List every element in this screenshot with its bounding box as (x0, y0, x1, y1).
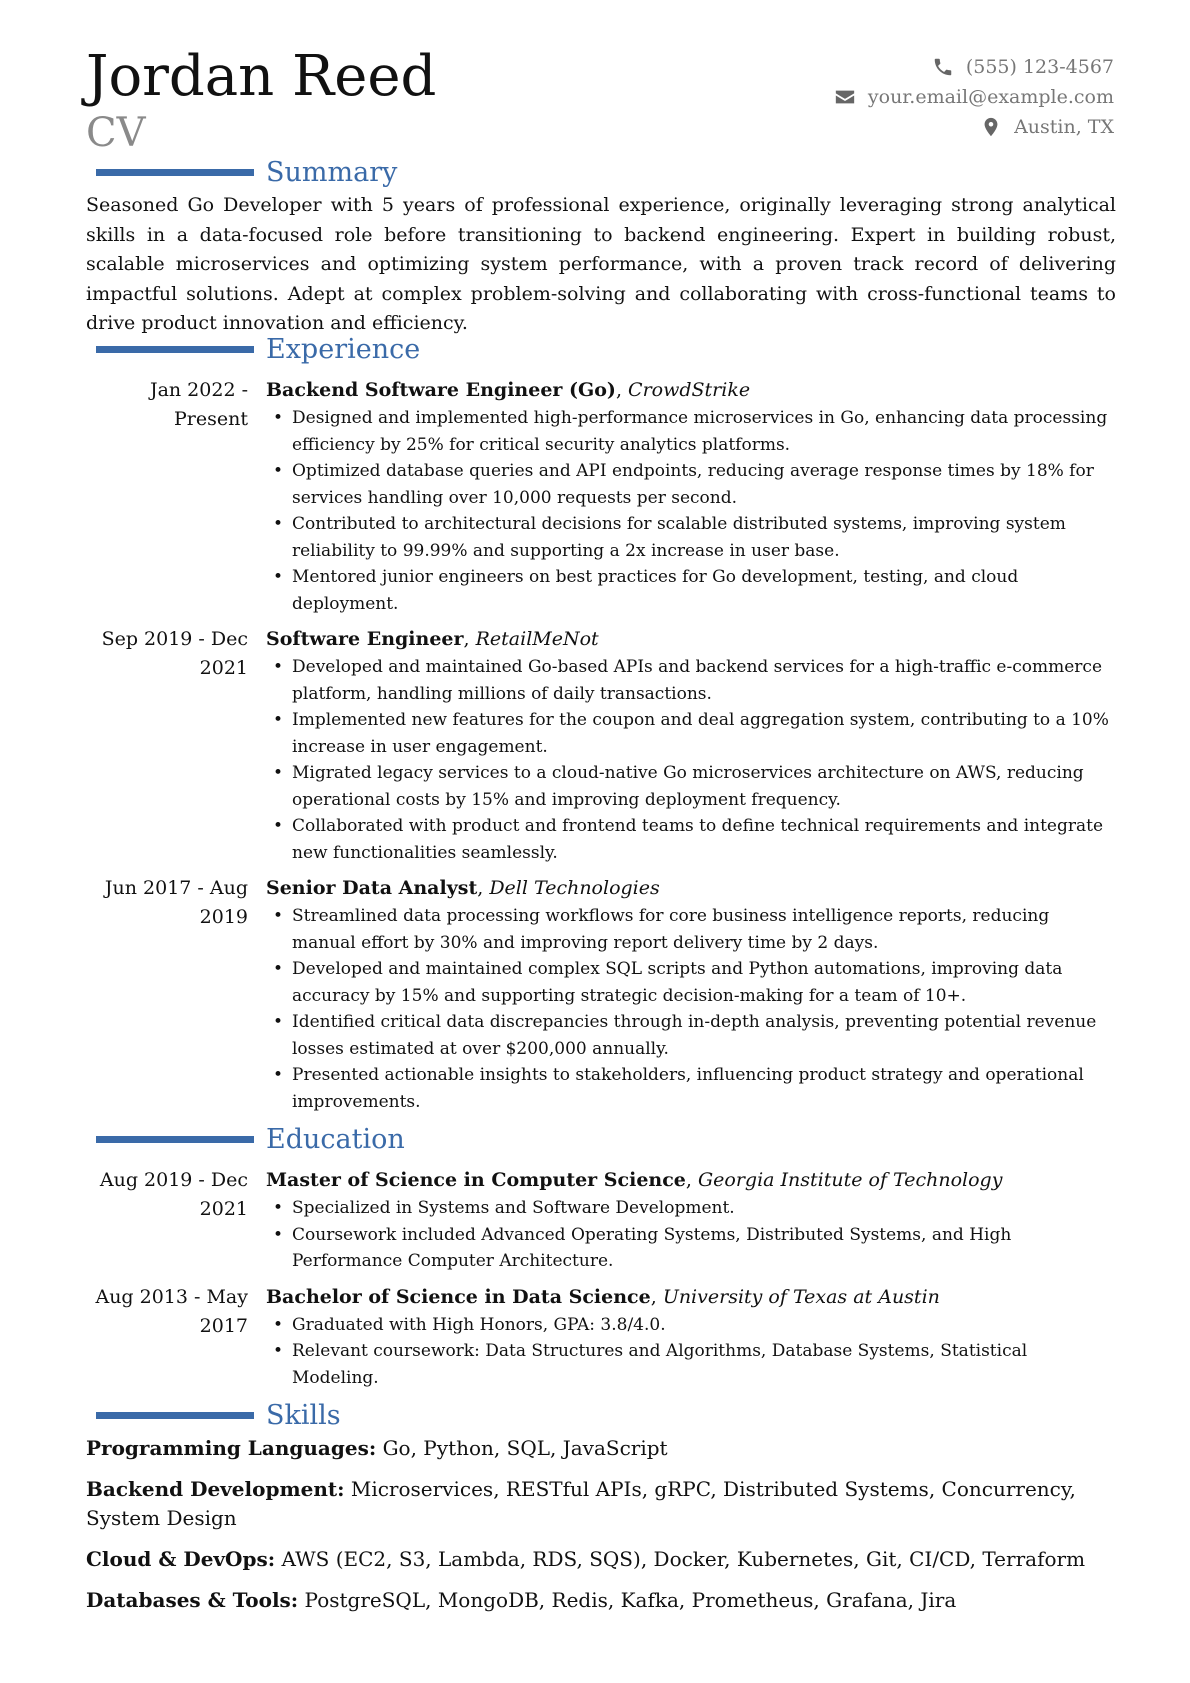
bullet-item: • Graduated with High Honors, GPA: 3.8/4.0. (266, 1312, 1116, 1339)
entry-org: CrowdStrike (628, 379, 751, 401)
experience-entry (86, 376, 1116, 617)
entry-date: Jun 2017 - Aug 2019 (104, 877, 248, 928)
bullet-item: • Streamlined data processing workflows for core business intelligence reports, reducing manual effort by 30% and improving report delivery time by 2 days. (266, 903, 1116, 956)
section-header (86, 1122, 1116, 1158)
map-marker-icon (980, 116, 1002, 138)
entry-body (266, 874, 1116, 1115)
skill-label: Programming Languages: (86, 1436, 377, 1460)
entry-org: Dell Technologies (489, 877, 660, 899)
experience-section (86, 332, 1116, 1115)
section-header (86, 155, 1116, 191)
bullet-item: • Developed and maintained Go-based APIs and backend services for a high-traffic e-commerce platform, handling millions of daily transactions. (266, 654, 1116, 707)
entry-body (266, 1283, 1116, 1392)
entry-date: Aug 2019 - Dec 2021 (99, 1169, 248, 1220)
experience-entry (86, 625, 1116, 866)
entry-institution: University of Texas at Austin (662, 1285, 940, 1308)
section-title: Education (266, 1124, 405, 1155)
document-type: CV (86, 110, 146, 156)
skill-value: Microservices, RESTful APIs, gRPC, Distributed Systems, Concurrency, System Design (86, 1477, 1076, 1530)
entry-title: Software Engineer, RetailMeNot (266, 628, 599, 650)
skill-value: Go, Python, SQL, JavaScript (382, 1436, 668, 1460)
bullet-item: • Optimized database queries and API endpoints, reducing average response times by 18% for services handling over 10,000 requests per second. (266, 458, 1116, 511)
envelope-icon (834, 86, 856, 108)
contact-email (834, 82, 1114, 112)
bullet-item: • Collaborated with product and frontend teams to define technical requirements and integrate new functionalities seamlessly. (266, 813, 1116, 866)
education-section (86, 1122, 1116, 1391)
contact-block (834, 52, 1114, 142)
education-entry (86, 1166, 1116, 1275)
section-header (86, 1398, 1116, 1434)
bullet-list (266, 405, 1116, 617)
entry-body (266, 376, 1116, 617)
section-header (86, 332, 1116, 368)
section-title: Skills (266, 1400, 341, 1431)
entry-role: Software Engineer (266, 628, 464, 650)
skill-label: Backend Development: (86, 1477, 345, 1501)
skill-value: PostgreSQL, MongoDB, Redis, Kafka, Prometheus, Grafana, Jira (304, 1588, 957, 1612)
skill-row (86, 1434, 1116, 1463)
contact-location (834, 112, 1114, 142)
section-title: Experience (266, 334, 421, 365)
entry-date: Sep 2019 - Dec 2021 (101, 628, 248, 679)
section-accent-bar (96, 1136, 254, 1143)
bullet-item: • Implemented new features for the coupon and deal aggregation system, contributing to a 10% increase in user engagement. (266, 707, 1116, 760)
bullet-list (266, 654, 1116, 866)
entry-title: Senior Data Analyst, Dell Technologies (266, 877, 660, 899)
bullet-item: • Presented actionable insights to stakeholders, influencing product strategy and operational improvements. (266, 1062, 1116, 1115)
education-entry (86, 1283, 1116, 1392)
entry-degree: Master of Science in Computer Science (266, 1169, 686, 1191)
phone-number: (555) 123-4567 (965, 56, 1114, 78)
skills-section (86, 1398, 1116, 1627)
entry-role: Backend Software Engineer (Go) (266, 379, 616, 401)
email-address[interactable]: your.email@example.com (867, 86, 1114, 108)
entry-body (266, 1166, 1116, 1275)
skill-value: AWS (EC2, S3, Lambda, RDS, SQS), Docker, Kubernetes, Git, CI/CD, Terraform (281, 1547, 1086, 1571)
entry-body (266, 625, 1116, 866)
entry-date: Aug 2013 - May 2017 (95, 1285, 248, 1337)
entry-date: Jan 2022 - Present (149, 379, 248, 430)
bullet-item: • Coursework included Advanced Operating Systems, Distributed Systems, and High Performance Computer Architecture. (266, 1222, 1116, 1275)
skill-label: Databases & Tools: (86, 1588, 299, 1612)
skill-label: Cloud & DevOps: (86, 1547, 276, 1571)
experience-entry (86, 874, 1116, 1115)
bullet-item: • Contributed to architectural decisions for scalable distributed systems, improving system reliability to 99.99% and supporting a 2x increase in user base. (266, 511, 1116, 564)
bullet-item: • Mentored junior engineers on best practices for Go development, testing, and cloud deployment. (266, 564, 1116, 617)
entry-title: Bachelor of Science in Data Science, University of Texas at Austin (266, 1285, 940, 1308)
entry-degree: Bachelor of Science in Data Science (266, 1285, 651, 1308)
summary-text: Seasoned Go Developer with 5 years of professional experience, originally leveraging strong analytical skills in a data-focused role before transitioning to backend engineering. Expert in building robust, scalable microservices and optimizing system performance, with a proven track record of delivering impactful solutions. Adept at complex problem-solving and collaborating with cross-functional teams to drive product innovation and efficiency. (86, 194, 1116, 335)
section-accent-bar (96, 346, 254, 353)
location-text: Austin, TX (1014, 116, 1114, 138)
bullet-item: • Migrated legacy services to a cloud-native Go microservices architecture on AWS, reducing operational costs by 15% and improving deployment frequency. (266, 760, 1116, 813)
bullet-list (266, 1312, 1116, 1392)
section-accent-bar (96, 169, 254, 176)
entry-title: Backend Software Engineer (Go), CrowdStrike (266, 379, 751, 401)
bullet-item: • Designed and implemented high-performance microservices in Go, enhancing data processing efficiency by 25% for critical security analytics platforms. (266, 405, 1116, 458)
entry-org: RetailMeNot (475, 628, 599, 650)
contact-phone (834, 52, 1114, 82)
entry-institution: Georgia Institute of Technology (697, 1169, 1003, 1191)
bullet-list (266, 903, 1116, 1115)
section-accent-bar (96, 1412, 254, 1419)
skill-row (86, 1586, 1116, 1615)
entry-title: Master of Science in Computer Science, Georgia Institute of Technology (266, 1169, 1003, 1191)
bullet-item: • Identified critical data discrepancies through in-depth analysis, preventing potential revenue losses estimated at over $200,000 annually. (266, 1009, 1116, 1062)
bullet-item: • Developed and maintained complex SQL scripts and Python automations, improving data accuracy by 15% and supporting strategic decision-making for a team of 10+. (266, 956, 1116, 1009)
bullet-item: • Specialized in Systems and Software Development. (266, 1195, 1116, 1222)
candidate-name: Jordan Reed (86, 44, 437, 109)
summary-section (86, 155, 1116, 339)
entry-role: Senior Data Analyst (266, 877, 478, 899)
bullet-item: • Relevant coursework: Data Structures and Algorithms, Database Systems, Statistical Modeling. (266, 1338, 1116, 1391)
skill-row (86, 1475, 1116, 1533)
bullet-list (266, 1195, 1116, 1275)
section-title: Summary (266, 157, 398, 188)
skill-row (86, 1545, 1116, 1574)
phone-icon (932, 56, 954, 78)
